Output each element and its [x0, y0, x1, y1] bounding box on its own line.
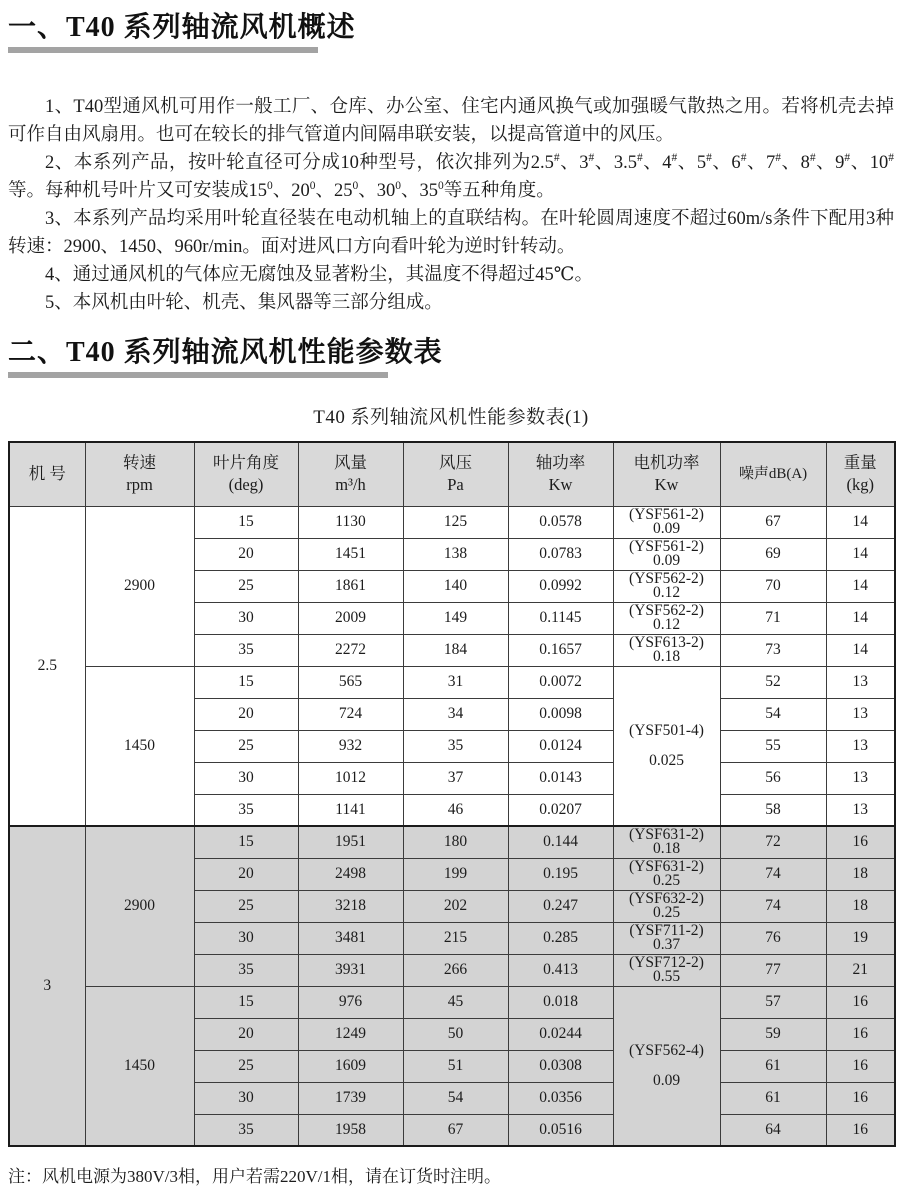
cell-shaft-power: 0.1657	[508, 634, 613, 666]
table-note: 注：风机电源为380V/3相，用户若需220V/1相，请在订货时注明。	[8, 1167, 501, 1186]
header-row	[9, 442, 895, 506]
cell-noise: 70	[720, 570, 826, 602]
cell-angle: 15	[194, 666, 298, 698]
cell-shaft-power: 0.144	[508, 826, 613, 858]
cell-noise: 69	[720, 538, 826, 570]
cell-shaft-power: 0.0124	[508, 730, 613, 762]
cell-shaft-power: 0.0992	[508, 570, 613, 602]
cell-angle: 15	[194, 506, 298, 538]
col-header-model: 机 号	[9, 442, 85, 506]
cell-shaft-power: 0.247	[508, 890, 613, 922]
cell-weight: 21	[826, 954, 895, 986]
table-title: T40 系列轴流风机性能参数表(1)	[313, 407, 589, 428]
col-header-speed: 转速 rpm	[85, 442, 194, 506]
cell-motor-power: (YSF631-2) 0.18	[613, 826, 720, 858]
cell-flow: 724	[298, 698, 403, 730]
cell-weight: 13	[826, 698, 895, 730]
cell-angle: 15	[194, 826, 298, 858]
cell-shaft-power: 0.413	[508, 954, 613, 986]
cell-pressure: 149	[403, 602, 508, 634]
cell-noise: 71	[720, 602, 826, 634]
cell-motor-power: (YSF711-2) 0.37	[613, 922, 720, 954]
model-group-3	[9, 826, 895, 1146]
cell-pressure: 180	[403, 826, 508, 858]
cell-flow: 1609	[298, 1050, 403, 1082]
cell-pressure: 125	[403, 506, 508, 538]
cell-flow: 1951	[298, 826, 403, 858]
cell-shaft-power: 0.0207	[508, 794, 613, 826]
cell-flow: 1141	[298, 794, 403, 826]
cell-motor-power: (YSF561-2) 0.09	[613, 506, 720, 538]
cell-angle: 20	[194, 858, 298, 890]
cell-pressure: 67	[403, 1114, 508, 1146]
table-row	[9, 506, 895, 538]
cell-flow: 565	[298, 666, 403, 698]
cell-shaft-power: 0.195	[508, 858, 613, 890]
cell-angle: 25	[194, 890, 298, 922]
cell-weight: 14	[826, 602, 895, 634]
cell-pressure: 215	[403, 922, 508, 954]
cell-noise: 61	[720, 1082, 826, 1114]
cell-flow: 3218	[298, 890, 403, 922]
col-header-motor-power: 电机功率 Kw	[613, 442, 720, 506]
overview-paragraph: 3、本系列产品均采用叶轮直径装在电动机轴上的直联结构。在叶轮圆周速度不超过60m/s条件下配用3种转速：2900、1450、960r/min。面对进风口方向看叶轮为逆时针转动。	[8, 209, 894, 257]
cell-weight: 13	[826, 762, 895, 794]
cell-motor-power-merged: (YSF501-4) 0.025	[613, 666, 720, 826]
cell-pressure: 199	[403, 858, 508, 890]
overview-paragraphs	[8, 93, 894, 317]
cell-noise: 74	[720, 890, 826, 922]
cell-angle: 25	[194, 570, 298, 602]
cell-motor-power: (YSF632-2) 0.25	[613, 890, 720, 922]
cell-angle: 25	[194, 730, 298, 762]
cell-weight: 14	[826, 634, 895, 666]
col-header-pressure: 风压 Pa	[403, 442, 508, 506]
cell-noise: 52	[720, 666, 826, 698]
cell-pressure: 35	[403, 730, 508, 762]
section-2-heading: 二、T40 系列轴流风机性能参数表	[8, 337, 443, 368]
cell-motor-power: (YSF631-2) 0.25	[613, 858, 720, 890]
cell-flow: 1739	[298, 1082, 403, 1114]
table-row	[9, 986, 895, 1018]
cell-angle: 35	[194, 1114, 298, 1146]
cell-pressure: 51	[403, 1050, 508, 1082]
cell-noise: 73	[720, 634, 826, 666]
cell-pressure: 45	[403, 986, 508, 1018]
cell-pressure: 37	[403, 762, 508, 794]
overview-paragraph: 1、T40型通风机可用作一般工厂、仓库、办公室、住宅内通风换气或加强暖气散热之用。若将机壳去掉可作自由风扇用。也可在较长的排气管道内间隔串联安装，以提高管道中的风压。	[8, 97, 894, 145]
cell-weight: 16	[826, 1082, 895, 1114]
cell-motor-power: (YSF613-2) 0.18	[613, 634, 720, 666]
cell-noise: 67	[720, 506, 826, 538]
cell-pressure: 266	[403, 954, 508, 986]
cell-pressure: 31	[403, 666, 508, 698]
cell-weight: 16	[826, 1018, 895, 1050]
section-1-heading: 一、T40 系列轴流风机概述	[8, 12, 356, 43]
cell-pressure: 202	[403, 890, 508, 922]
cell-flow: 3931	[298, 954, 403, 986]
cell-angle: 20	[194, 538, 298, 570]
model-group-2-5	[9, 506, 895, 826]
cell-flow: 932	[298, 730, 403, 762]
cell-shaft-power: 0.0244	[508, 1018, 613, 1050]
cell-angle: 20	[194, 698, 298, 730]
col-header-air-flow: 风量 m³/h	[298, 442, 403, 506]
cell-weight: 13	[826, 794, 895, 826]
cell-shaft-power: 0.0098	[508, 698, 613, 730]
cell-angle: 25	[194, 1050, 298, 1082]
cell-weight: 13	[826, 730, 895, 762]
cell-noise: 74	[720, 858, 826, 890]
cell-flow: 3481	[298, 922, 403, 954]
cell-angle: 20	[194, 1018, 298, 1050]
section-2	[8, 337, 894, 378]
section-1	[8, 12, 894, 53]
table-row	[9, 826, 895, 858]
overview-paragraph: 4、通过通风机的气体应无腐蚀及显著粉尘，其温度不得超过45℃。	[45, 265, 593, 285]
cell-motor-power: (YSF712-2) 0.55	[613, 954, 720, 986]
cell-flow: 1012	[298, 762, 403, 794]
cell-motor-power: (YSF562-2) 0.12	[613, 602, 720, 634]
cell-shaft-power: 0.018	[508, 986, 613, 1018]
cell-pressure: 34	[403, 698, 508, 730]
col-header-noise: 噪声dB(A)	[720, 442, 826, 506]
cell-weight: 16	[826, 1050, 895, 1082]
cell-flow: 2272	[298, 634, 403, 666]
cell-noise: 54	[720, 698, 826, 730]
overview-paragraph: 2、本系列产品，按叶轮直径可分成10种型号，依次排列为2.5#、3#、3.5#、4#、5#、6#、7#、8#、9#、10#等。每种机号叶片又可安装成$15^0$、$20^0$、$25^0$、$30^0$、$35^0$等五种角度。	[8, 151, 894, 201]
cell-pressure: 140	[403, 570, 508, 602]
table-row	[9, 666, 895, 698]
cell-noise: 58	[720, 794, 826, 826]
heading-underline	[8, 372, 388, 378]
cell-model: 2.5	[9, 506, 85, 826]
cell-noise: 76	[720, 922, 826, 954]
cell-pressure: 50	[403, 1018, 508, 1050]
cell-flow: 976	[298, 986, 403, 1018]
cell-pressure: 54	[403, 1082, 508, 1114]
cell-noise: 56	[720, 762, 826, 794]
cell-shaft-power: 0.285	[508, 922, 613, 954]
cell-motor-power: (YSF561-2) 0.09	[613, 538, 720, 570]
cell-pressure: 46	[403, 794, 508, 826]
cell-speed: 1450	[85, 666, 194, 826]
cell-flow: 1958	[298, 1114, 403, 1146]
cell-shaft-power: 0.0308	[508, 1050, 613, 1082]
cell-flow: 1451	[298, 538, 403, 570]
cell-weight: 16	[826, 1114, 895, 1146]
cell-noise: 61	[720, 1050, 826, 1082]
cell-motor-power: (YSF562-2) 0.12	[613, 570, 720, 602]
cell-shaft-power: 0.0072	[508, 666, 613, 698]
cell-angle: 35	[194, 954, 298, 986]
cell-flow: 1130	[298, 506, 403, 538]
performance-table	[8, 441, 896, 1147]
cell-weight: 14	[826, 506, 895, 538]
cell-shaft-power: 0.0578	[508, 506, 613, 538]
cell-flow: 1861	[298, 570, 403, 602]
cell-speed: 1450	[85, 986, 194, 1146]
cell-model: 3	[9, 826, 85, 1146]
cell-weight: 19	[826, 922, 895, 954]
cell-weight: 14	[826, 570, 895, 602]
cell-angle: 15	[194, 986, 298, 1018]
cell-angle: 30	[194, 922, 298, 954]
col-header-blade-angle: 叶片角度 (deg)	[194, 442, 298, 506]
cell-noise: 59	[720, 1018, 826, 1050]
cell-noise: 77	[720, 954, 826, 986]
heading-underline	[8, 47, 318, 53]
cell-angle: 35	[194, 634, 298, 666]
overview-paragraph: 5、本风机由叶轮、机壳、集风器等三部分组成。	[45, 293, 443, 313]
cell-weight: 18	[826, 890, 895, 922]
cell-noise: 64	[720, 1114, 826, 1146]
cell-shaft-power: 0.0516	[508, 1114, 613, 1146]
cell-motor-power-merged: (YSF562-4) 0.09	[613, 986, 720, 1146]
cell-weight: 16	[826, 826, 895, 858]
cell-noise: 55	[720, 730, 826, 762]
cell-pressure: 138	[403, 538, 508, 570]
cell-pressure: 184	[403, 634, 508, 666]
cell-weight: 13	[826, 666, 895, 698]
cell-shaft-power: 0.1145	[508, 602, 613, 634]
cell-speed: 2900	[85, 826, 194, 986]
cell-flow: 2498	[298, 858, 403, 890]
col-header-shaft-power: 轴功率 Kw	[508, 442, 613, 506]
cell-angle: 30	[194, 1082, 298, 1114]
cell-angle: 30	[194, 602, 298, 634]
cell-speed: 2900	[85, 506, 194, 666]
cell-noise: 57	[720, 986, 826, 1018]
cell-weight: 16	[826, 986, 895, 1018]
cell-angle: 30	[194, 762, 298, 794]
cell-weight: 18	[826, 858, 895, 890]
cell-weight: 14	[826, 538, 895, 570]
cell-flow: 2009	[298, 602, 403, 634]
cell-angle: 35	[194, 794, 298, 826]
cell-flow: 1249	[298, 1018, 403, 1050]
cell-shaft-power: 0.0143	[508, 762, 613, 794]
cell-shaft-power: 0.0783	[508, 538, 613, 570]
col-header-weight: 重量 (kg)	[826, 442, 895, 506]
cell-noise: 72	[720, 826, 826, 858]
cell-shaft-power: 0.0356	[508, 1082, 613, 1114]
